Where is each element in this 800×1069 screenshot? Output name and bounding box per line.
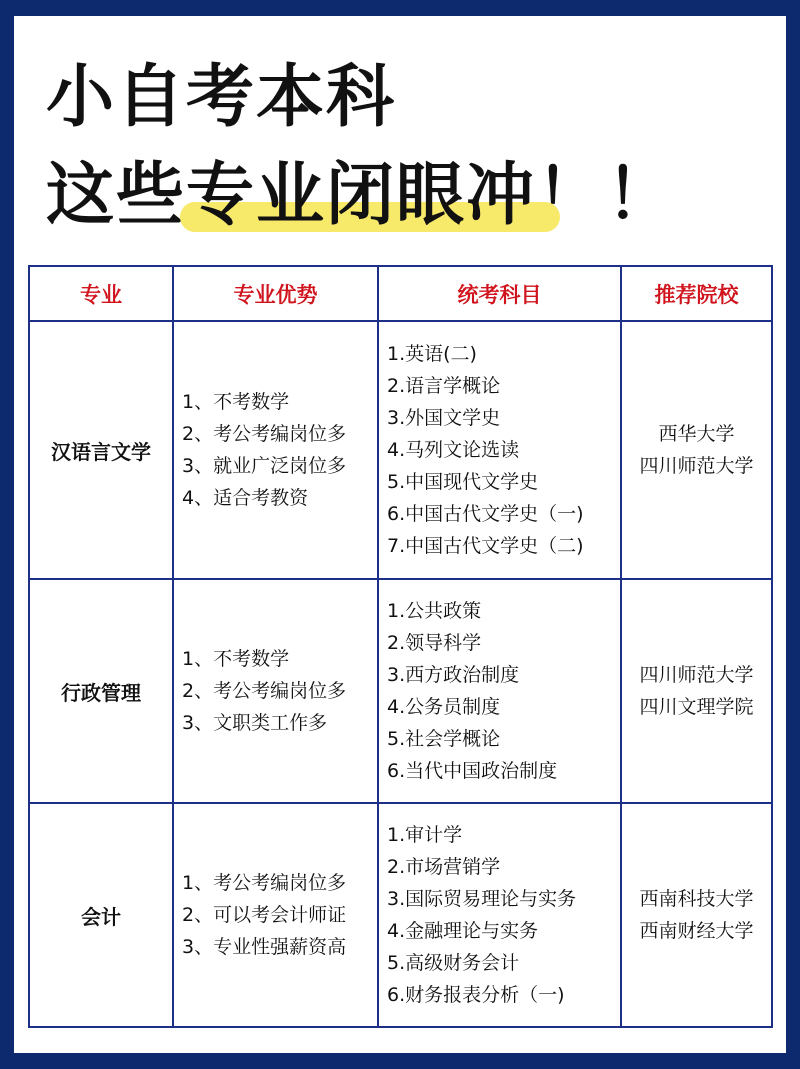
subject-item: 3.外国文学史 — [387, 407, 501, 429]
subject-item: 2.领导科学 — [387, 632, 482, 654]
subject-item: 1.英语(二) — [387, 343, 477, 365]
subject-item: 1.公共政策 — [387, 600, 482, 622]
subject-item: 3.国际贸易理论与实务 — [387, 888, 577, 910]
advantage-item: 2、考公考编岗位多 — [182, 423, 347, 445]
subject-item: 1.审计学 — [387, 824, 463, 846]
advantages-cell — [173, 579, 378, 803]
advantage-item: 1、不考数学 — [182, 391, 290, 413]
header-subjects: 统考科目 — [378, 266, 621, 321]
subject-item: 5.高级财务会计 — [387, 952, 520, 974]
schools-cell — [621, 579, 772, 803]
subject-item: 7.中国古代文学史（二) — [387, 535, 584, 557]
advantage-item: 3、文职类工作多 — [182, 712, 328, 734]
table-row — [29, 579, 772, 803]
major-table — [28, 265, 773, 1028]
subjects-cell — [378, 579, 621, 803]
school-item: 西华大学 — [658, 423, 735, 445]
subject-item: 5.社会学概论 — [387, 728, 501, 750]
title-line-1: 小自考本科 — [46, 58, 397, 137]
subject-item: 3.西方政治制度 — [387, 664, 520, 686]
subject-item: 2.市场营销学 — [387, 856, 501, 878]
school-item: 四川文理学院 — [639, 696, 754, 718]
title-highlight: 专业闭眼冲 — [186, 156, 537, 235]
school-item: 西南科技大学 — [639, 888, 754, 910]
subjects-cell — [378, 321, 621, 579]
major-name: 会计 — [29, 803, 173, 1027]
advantages-cell — [173, 803, 378, 1027]
school-item: 四川师范大学 — [639, 455, 754, 477]
subjects-cell — [378, 803, 621, 1027]
subject-item: 5.中国现代文学史 — [387, 471, 539, 493]
schools-cell — [621, 321, 772, 579]
header-schools: 推荐院校 — [621, 266, 772, 321]
subject-item: 4.马列文论选读 — [387, 439, 520, 461]
table-header-row — [29, 266, 772, 321]
advantages-cell — [173, 321, 378, 579]
major-name: 汉语言文学 — [29, 321, 173, 579]
subject-item: 6.当代中国政治制度 — [387, 760, 558, 782]
advantage-item: 3、就业广泛岗位多 — [182, 455, 347, 477]
header-advantages: 专业优势 — [173, 266, 378, 321]
header-major: 专业 — [29, 266, 173, 321]
advantage-item: 2、可以考会计师证 — [182, 904, 347, 926]
advantage-item: 1、考公考编岗位多 — [182, 872, 347, 894]
subject-item: 6.财务报表分析（一) — [387, 984, 565, 1006]
subject-item: 4.公务员制度 — [387, 696, 501, 718]
advantage-item: 3、专业性强薪资高 — [182, 936, 347, 958]
schools-cell — [621, 803, 772, 1027]
school-item: 四川师范大学 — [639, 664, 754, 686]
subject-item: 6.中国古代文学史（一) — [387, 503, 584, 525]
title-line-2 — [46, 156, 676, 236]
poster-card — [14, 16, 786, 1053]
advantage-item: 4、适合考教资 — [182, 487, 309, 509]
subject-item: 4.金融理论与实务 — [387, 920, 539, 942]
advantage-item: 1、不考数学 — [182, 648, 290, 670]
table-row — [29, 803, 772, 1027]
subject-item: 2.语言学概论 — [387, 375, 501, 397]
advantage-item: 2、考公考编岗位多 — [182, 680, 347, 702]
title-plain: 这些 — [46, 156, 187, 235]
table-row — [29, 321, 772, 579]
school-item: 西南财经大学 — [639, 920, 754, 942]
major-name: 行政管理 — [29, 579, 173, 803]
title-exclaim: ！！ — [536, 156, 677, 235]
